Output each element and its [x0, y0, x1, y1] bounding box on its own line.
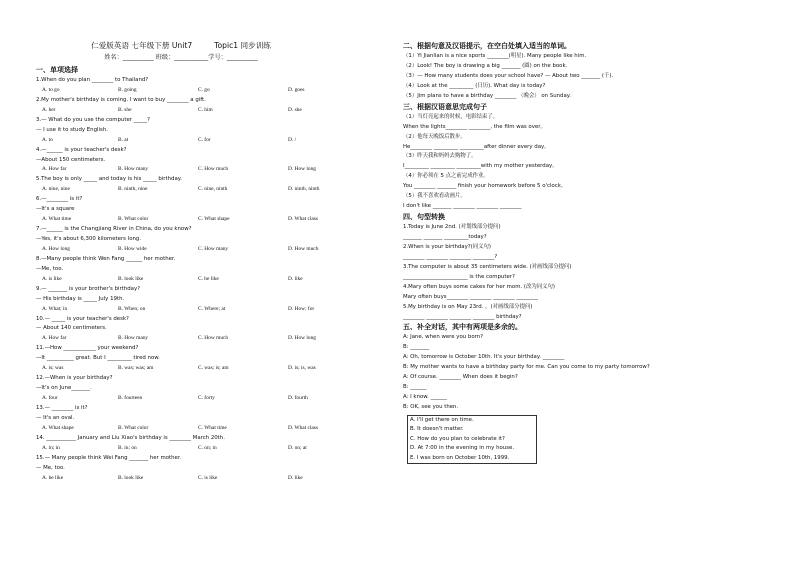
option-d: D. How long — [288, 335, 317, 342]
dialogue-option: E. I was born on October 10th, 1999. — [410, 454, 510, 461]
option-row — [36, 305, 326, 315]
option-c: C. How much — [198, 335, 229, 342]
exercise-line: （5）我不喜欢看动画片。 — [403, 193, 466, 200]
option-a: A. What shape — [42, 424, 74, 431]
section-dialogue: 五、补全对话，其中有两项是多余的。 — [403, 323, 522, 332]
option-c: C. be like — [198, 275, 219, 282]
section-complete-sentences: 三、根据汉语意思完成句子 — [403, 102, 487, 111]
option-d: D. How much — [288, 245, 319, 252]
question-text: — His birthday is _____ July 19th. — [36, 295, 125, 302]
question-text: —Yes, it's about 6,300 kilometers long. — [36, 236, 142, 242]
question-text: 3.— What do you use the computer _____? — [36, 116, 151, 123]
dialogue-line: B: My mother wants to have a birthday party for me. Can you come to my party tomorrow? — [403, 364, 650, 371]
dialogue-list — [403, 333, 773, 413]
exercise-line: He________ _________ _________after dinner every day。 — [403, 143, 550, 150]
exercise-line: When the lights________ ________, the film was over。 — [403, 123, 546, 130]
option-row — [36, 444, 326, 454]
question-text: — I use it to study English. — [36, 126, 108, 133]
option-a: A. How far — [42, 335, 67, 342]
question-text: 10.— _____ is your teacher's desk? — [36, 315, 129, 322]
option-a: A. to — [42, 136, 53, 143]
question-text: —It __________ great. But I _________ tired now. — [36, 355, 160, 362]
question-text: —Me, too. — [36, 265, 64, 272]
option-c: C. on; in — [198, 444, 217, 451]
option-b: B. What color — [118, 216, 149, 223]
option-a: A. her — [42, 106, 56, 113]
question-text: —About 150 centimeters. — [36, 156, 106, 163]
option-b: B. What color — [118, 424, 149, 431]
option-d: D. How; for — [288, 305, 315, 312]
question-text: 11.—How ____________ your weekend? — [36, 345, 139, 352]
option-a: A. How far — [42, 166, 67, 173]
exercise-line: （2）Look! The boy is drawing a big _______ (圆) on the book. — [403, 62, 568, 69]
option-row — [36, 215, 326, 225]
question-text: 14. ___________ January and Liu Xiao's birthday is ________ March 20th. — [36, 434, 225, 441]
option-b: B. How many — [118, 166, 149, 173]
question-text: — It's an oval. — [36, 414, 75, 421]
option-row — [36, 474, 326, 484]
multiple-choice-list — [36, 76, 326, 483]
dialogue-option: D. At 7:00 in the evening in my house. — [410, 445, 515, 452]
exercise-line: （1）Yi Jianlian is a nice sports ________(明星). Many people like him. — [403, 53, 587, 59]
worksheet-title: 仁爱版英语 七年级下册 Unit7 Topic1 同步训练 — [91, 41, 271, 50]
option-d: D. goes — [288, 86, 305, 93]
dialogue-line: B: OK, see you then. — [403, 404, 459, 410]
option-row — [36, 106, 326, 116]
option-a: A. nine, nine — [42, 186, 70, 193]
section-transform: 四、句型转换 — [403, 213, 445, 222]
option-c: C. Where; at — [198, 305, 226, 312]
question-text: — About 140 centimeters. — [36, 325, 107, 332]
option-a: A. in; in — [42, 444, 60, 451]
option-row — [36, 394, 326, 404]
exercise-line: 5.My birthday is on May 23rd. 。(对画线部分提问) — [403, 303, 533, 310]
option-d: D. she — [288, 106, 302, 113]
option-b: B. in; on — [118, 444, 137, 451]
option-c: C. What shape — [198, 216, 230, 223]
option-b: B. How wide — [118, 245, 147, 252]
option-row — [36, 424, 326, 434]
exercise-line: I_________ _________ _________with my mother yesterday。 — [403, 163, 558, 170]
option-b: B. When; on — [118, 305, 146, 312]
dialogue-line: A: I know. ______ — [403, 394, 447, 401]
dialogue-line: A: Oh, tomorrow is October 10th. It's your birthday. ________ — [403, 354, 565, 361]
section-fill-words: 二、根据句意及汉语提示，在空白处填入适当的单词。 — [403, 42, 571, 50]
option-b: B. was; was; am — [118, 365, 154, 372]
question-text: 13.— ________ is it? — [36, 404, 88, 411]
exercise-line: You ________ _______ finish your homework before 5 o'clock。 — [403, 183, 567, 190]
option-d: D. like — [288, 275, 303, 282]
exercise-line: （5）Jim plans to have a birthday ________ （晚会） on Sunday. — [403, 92, 571, 99]
option-b: B. look like — [118, 275, 144, 282]
option-c: C. nine, ninth — [198, 186, 228, 193]
option-c: C. forty — [198, 395, 215, 401]
dialogue-option: C. How do you plan to celebrate it? — [410, 435, 505, 442]
option-d: D. is; is, was — [288, 365, 316, 372]
dialogue-line: B: _______ — [403, 344, 430, 351]
exercise-line: （1）当灯亮起来的时候，电影结束了。 — [403, 113, 499, 120]
transform-list — [403, 223, 773, 322]
question-text: 9.— _______ is your brother's birthday? — [36, 285, 141, 292]
dialogue-option: A. I'll get there on time. — [410, 416, 474, 423]
option-b: B. fourteen — [118, 395, 143, 401]
exercise-line: 1.Today is June 2nd. (对划线部分提问) — [403, 224, 501, 231]
section-single-choice: 一、单项选择 — [36, 66, 78, 74]
option-a: A. What; in — [42, 305, 68, 312]
exercise-line: （2）他每天晚饭后散步。 — [403, 133, 466, 140]
exercise-line: （3）昨天我和妈妈去购物了。 — [403, 153, 477, 160]
student-info-line: 姓名：__________ 班级：___________学号：__________ — [104, 54, 258, 61]
option-d: D. How long — [288, 166, 317, 173]
dialogue-option: B. It doesn't matter. — [410, 426, 464, 433]
option-row — [36, 165, 326, 175]
option-c: C. is like — [198, 474, 218, 481]
exercise-line: I don't like _______ ________ ________ ________ — [403, 203, 522, 210]
exercise-line: ________ ________ ________ ________ birthday? — [403, 313, 522, 320]
question-text: 1.When do you plan ________ to Thailand? — [36, 77, 149, 83]
option-row — [36, 275, 326, 285]
option-row — [36, 185, 326, 195]
option-c: C. What time — [198, 424, 227, 431]
option-b: B. she — [118, 106, 132, 113]
question-text: 8.—Many people think Wen Fang ______ her mother. — [36, 255, 176, 262]
option-c: C. go — [198, 86, 210, 93]
option-d: D. on; at — [288, 444, 307, 451]
exercise-line: （4）Look at the _________ (日历). What day is today? — [403, 82, 546, 89]
complete-sentences-list — [403, 113, 773, 212]
option-b: B. look like — [118, 474, 144, 481]
option-a: A. four — [42, 395, 58, 401]
dialogue-line: A: Of course. ________ When does it begin? — [403, 374, 518, 381]
option-a: A. be like — [42, 474, 64, 481]
right-column — [403, 41, 773, 464]
dialogue-line: B: ______ — [403, 384, 427, 391]
option-row — [36, 364, 326, 374]
question-text: 12.—When is your birthday? — [36, 375, 113, 382]
option-d: D. / — [288, 136, 297, 143]
option-b: B. at — [118, 136, 129, 143]
exercise-line: ________________________ is the computer? — [403, 273, 515, 280]
exercise-line: _______ _______ _________today? — [403, 234, 487, 240]
exercise-line: ________ ________ ________ ________? — [403, 253, 498, 260]
exercise-line: 4.Mary often buys some cakes for her mom. (改为同义句) — [403, 283, 556, 290]
left-column — [36, 40, 326, 483]
dialogue-options-box — [407, 415, 537, 464]
question-text: 2.My mother's birthday is coming. I want to buy ________ a gift. — [36, 96, 206, 103]
option-a: A. is; was — [42, 365, 64, 372]
dialogue-line: A: Jane, when were you born? — [403, 334, 484, 341]
option-row — [36, 86, 326, 96]
fill-words-list — [403, 52, 773, 102]
exercise-line: （3）— How many students does your school have? — About two _______ (千). — [403, 72, 614, 79]
option-a: A. How long — [42, 245, 71, 252]
option-d: D. like — [288, 474, 303, 481]
option-d: D. fourth — [288, 395, 308, 401]
option-row — [36, 334, 326, 344]
option-c: C. him — [198, 106, 213, 113]
option-row — [36, 245, 326, 255]
option-c: C. How many — [198, 245, 229, 252]
question-text: 7.—______ is the Changjiang River in China, do you know? — [36, 226, 192, 233]
option-c: C. was; is; am — [198, 365, 229, 372]
option-b: B. How many — [118, 335, 149, 342]
question-text: 4.—______ is your teacher's desk? — [36, 146, 127, 153]
exercise-line: Mary often buys________ ________ ________ ________ — [403, 293, 538, 300]
option-c: C. for — [198, 136, 211, 143]
option-row — [36, 136, 326, 146]
option-b: B. going — [118, 86, 137, 93]
option-a: A. is like — [42, 275, 62, 282]
option-b: B. ninth, nine — [118, 186, 148, 193]
exercise-line: （4）你必须在 5 点之前完成作业。 — [403, 173, 489, 180]
exercise-line: 2.When is your birthday?(同义句) — [403, 243, 492, 250]
exercise-line: 3.The computer is about 35 centimeters wide. (对画线部分提问) — [403, 263, 572, 270]
option-d: D. ninth, ninth — [288, 186, 320, 193]
option-d: D. What class — [288, 216, 318, 223]
option-d: D. What class — [288, 424, 318, 431]
option-a: A. to go — [42, 86, 60, 93]
question-text: 5.The boy is only _____ and today is his _____ birthday. — [36, 176, 182, 183]
question-text: —It's on June_______. — [36, 385, 92, 392]
question-text: 15.— Many people think Wei Fang _______ her mother. — [36, 454, 182, 461]
question-text: — Me, too. — [36, 464, 65, 471]
option-c: C. How much — [198, 166, 229, 173]
option-a: A. What time — [42, 216, 72, 223]
question-text: 6.—________ is it? — [36, 196, 83, 203]
question-text: —It's a square — [36, 206, 75, 213]
